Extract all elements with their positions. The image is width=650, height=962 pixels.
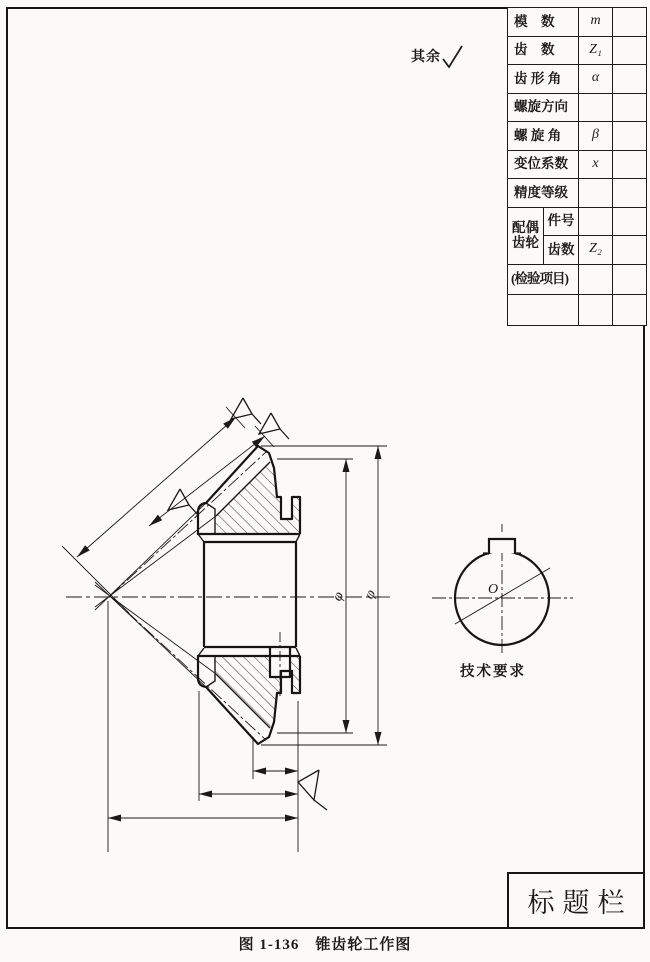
param-symbol: Z₁	[579, 36, 613, 65]
param-value	[613, 36, 647, 65]
blank-cell	[508, 295, 579, 326]
blank-cell	[579, 295, 613, 326]
param-value	[613, 179, 647, 208]
table-row	[508, 65, 647, 94]
param-label: 齿数	[544, 236, 579, 265]
phi-inner-label: φ	[329, 589, 348, 604]
param-value	[613, 8, 647, 37]
param-value	[613, 93, 647, 122]
drawing-labels	[329, 582, 498, 604]
tech-requirements-label: 技术要求	[460, 664, 526, 680]
param-value	[613, 236, 647, 265]
table-row	[508, 179, 647, 208]
circle-center-label: O	[488, 582, 499, 597]
param-symbol: x	[579, 150, 613, 179]
param-label: 齿 形 角	[508, 65, 579, 94]
param-symbol	[579, 179, 613, 208]
param-symbol	[579, 207, 613, 236]
param-label: 精度等级	[508, 179, 579, 208]
gear-parameter-table	[507, 7, 647, 326]
phi-outer-label: φ	[361, 587, 380, 602]
dimension-lines	[62, 407, 573, 852]
title-block-label: 标题栏	[527, 888, 633, 918]
mate-gear-group-label	[508, 207, 544, 264]
param-label: 件号	[544, 207, 579, 236]
inspection-label: (检验项目)	[508, 264, 579, 295]
mate-line2: 齿轮	[512, 234, 539, 250]
surface-roughness-marks	[168, 46, 462, 810]
table-row	[508, 8, 647, 37]
table-row	[508, 264, 647, 295]
table-row	[508, 150, 647, 179]
mate-line1: 配偶	[512, 220, 539, 236]
surface-note	[411, 46, 441, 66]
param-label: 螺 旋 角	[508, 122, 579, 151]
table-row	[508, 122, 647, 151]
param-symbol: β	[579, 122, 613, 151]
param-value	[613, 150, 647, 179]
table-row	[508, 207, 647, 236]
title-block	[507, 872, 645, 929]
param-label: 齿 数	[508, 36, 579, 65]
param-symbol: Z₂	[579, 236, 613, 265]
figure-caption: 图 1-136 锥齿轮工作图	[238, 937, 412, 953]
param-symbol: α	[579, 65, 613, 94]
surface-check-icon	[443, 46, 462, 67]
surface-note-text: 其余	[411, 50, 441, 65]
table-row	[508, 36, 647, 65]
param-label: 变位系数	[508, 150, 579, 179]
param-label: 模 数	[508, 8, 579, 37]
param-value	[613, 264, 647, 295]
blank-cell	[613, 295, 647, 326]
param-symbol	[579, 264, 613, 295]
param-value	[613, 122, 647, 151]
table-row	[508, 93, 647, 122]
param-symbol: m	[579, 8, 613, 37]
param-value	[613, 207, 647, 236]
param-value	[613, 65, 647, 94]
param-symbol	[579, 93, 613, 122]
param-label: 螺旋方向	[508, 93, 579, 122]
section-hatching	[215, 462, 300, 728]
table-row	[508, 295, 647, 326]
